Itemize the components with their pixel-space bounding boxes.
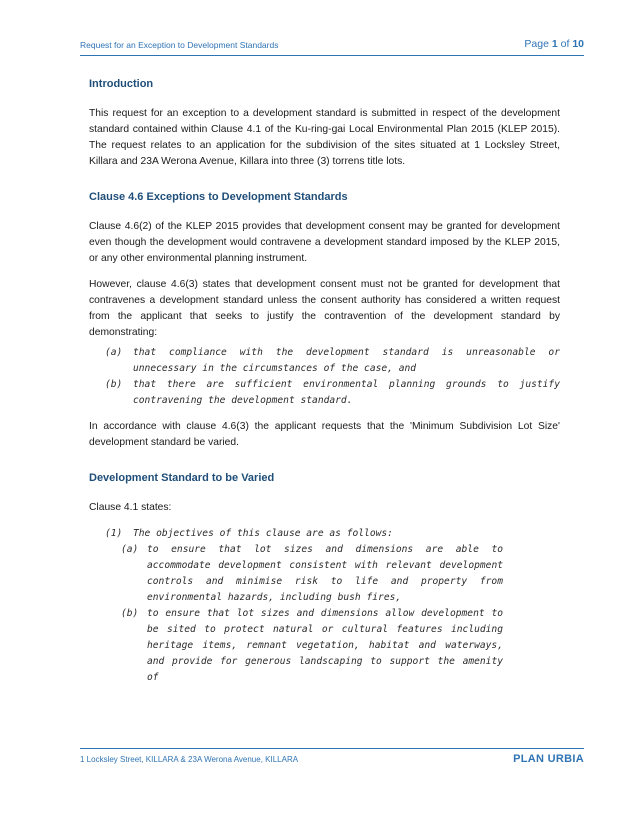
introduction-heading: Introduction — [89, 78, 154, 90]
standard-heading: Development Standard to be Varied — [89, 472, 275, 484]
page-of: of — [560, 38, 570, 50]
footer-address: 1 Locksley Street, KILLARA & 23A Werona Avenue, KILLARA — [80, 755, 299, 764]
clause46-heading: Clause 4.6 Exceptions to Development Standards — [89, 191, 348, 203]
list-item — [89, 377, 560, 409]
list-subitem — [89, 542, 560, 606]
document-title: Request for an Exception to Development Standards — [80, 40, 279, 50]
document-body — [89, 77, 560, 696]
clause46-paragraph-2: However, clause 4.6(3) states that development consent must not be granted for development that contravenes a development standard unless the consent authority has considered a written request from the applicant that seeks to justify the contravention of the development standard by demonstrating: — [89, 279, 560, 338]
page-number — [524, 38, 584, 50]
list-text: The objectives of this clause are as follows: — [133, 528, 393, 539]
footer-brand: PLAN URBIA — [513, 753, 584, 765]
footer-divider — [80, 748, 584, 749]
list-subitem — [89, 606, 560, 686]
list-marker: (b) — [105, 379, 123, 390]
list-marker: (1) — [105, 528, 123, 539]
clause41-quoted-list — [89, 526, 560, 686]
clause46-paragraph-3: In accordance with clause 4.6(3) the applicant requests that the 'Minimum Subdivision Lot Size' development standard be varied. — [89, 421, 560, 448]
standard-intro: Clause 4.1 states: — [89, 502, 172, 513]
list-marker: (a) — [105, 347, 123, 358]
page-total: 10 — [572, 38, 584, 50]
page-header — [80, 38, 584, 54]
clause46-paragraph-1: Clause 4.6(2) of the KLEP 2015 provides that development consent may be granted for development even though the development would contravene a development standard imposed by the KLEP 2015, or any other environmental planning instrument. — [89, 221, 560, 264]
list-text: to ensure that lot sizes and dimensions are able to accommodate development consistent with relevant development controls and minimise risk to life and property from environmental hazards, including bush fires, — [147, 544, 503, 603]
introduction-paragraph: This request for an exception to a development standard is submitted in respect of the development standard contained within Clause 4.1 of the Ku-ring-gai Local Environmental Plan 2015 (KLEP 2015). The request relates to an application for the subdivision of the sites situated at 1 Locksley Street, Killara and 23A Werona Avenue, Killara into three (3) torrens title lots. — [89, 108, 560, 167]
page-label: Page — [524, 38, 549, 50]
clause46-quoted-list — [89, 345, 560, 409]
list-text: that compliance with the development standard is unreasonable or unnecessary in the circumstances of the case, and — [133, 347, 560, 374]
list-item — [89, 526, 560, 542]
list-marker: (a) — [121, 544, 139, 555]
list-item — [89, 345, 560, 377]
list-marker: (b) — [121, 608, 139, 619]
list-text: to ensure that lot sizes and dimensions allow development to be sited to protect natural or cultural features including heritage items, remnant vegetation, habitat and waterways, and provide for generous landscaping to support the amenity of — [147, 608, 503, 683]
header-divider — [80, 55, 584, 56]
page-current: 1 — [551, 38, 558, 50]
list-text: that there are sufficient environmental planning grounds to justify contravening the development standard. — [133, 379, 560, 406]
